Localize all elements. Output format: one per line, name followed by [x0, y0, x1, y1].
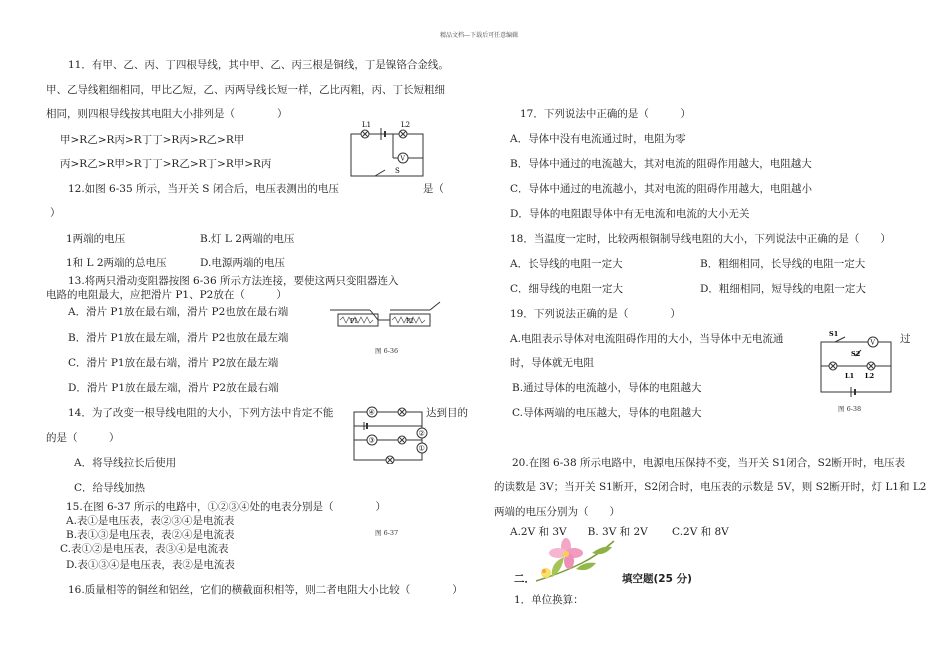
page-header: 精品文档---下载后可任意编辑 [440, 32, 519, 39]
text-line-q14a2: 达到目的 [426, 407, 468, 419]
text-line-q17o1: A．导体中没有电流通过时，电阻为零 [510, 133, 686, 145]
text-line-q15o1: A.表①是电压表，表②③④是电流表 [66, 515, 235, 527]
text-line-q12o4: D.电源两端的电压 [200, 257, 285, 269]
fig636-p1-label: P1 [350, 318, 358, 325]
caption-6-38: 图 6-38 [838, 405, 862, 413]
text-line-q20a: 20.在图 6-38 所示电路中，电源电压保持不变，当开关 S1闭合，S2断开时，电压表 [512, 457, 906, 469]
fig635-s-label: S [395, 167, 400, 175]
text-line-q13o4: D．滑片 P1放在最左端，滑片 P2放在最右端 [68, 382, 279, 394]
text-line-q19o1b: 过 [900, 333, 911, 345]
caption-6-37: 图 6-37 [375, 529, 399, 537]
text-line-q15o3: C.表①②是电压表，表③④是电流表 [60, 543, 229, 555]
text-line-q20c: 两端的电压分别为（ ） [494, 506, 620, 518]
text-line-q14o2: C．给导线加热 [74, 482, 146, 494]
fig638-l1-label: L1 [845, 372, 855, 380]
text-line-q11o2: 丙>R乙>R甲>R丁丁>R乙>R丁>R甲>R丙 [60, 158, 272, 170]
text-line-s1: 1．单位换算： [514, 594, 584, 606]
text-line-q20o: A.2V 和 3V B. 3V 和 2V C.2V 和 8V [510, 526, 729, 538]
text-line-q17o4: D．导体的电阻跟导体中有无电流和电流的大小无关 [510, 208, 750, 220]
text-line-sec2b: 填空题(25 分) [622, 573, 692, 585]
text-line-q18: 18．当温度一定时，比较两根铜制导线电阻的大小，下列说法中正确的是（ ） [510, 233, 891, 245]
text-line-q19o2: B.通过导体的电流越小，导体的电阻越大 [512, 382, 702, 394]
text-line-q13o1: A．滑片 P1放在最右端，滑片 P2也放在最右端 [68, 306, 289, 318]
fig638-v-label: V [870, 339, 875, 347]
fig637-m3: ③ [368, 436, 375, 445]
fig638-s1-label: S1 [829, 330, 839, 338]
text-line-q18o3: C．细导线的电阻一定大 [510, 283, 624, 295]
text-line-q11o1: 甲>R乙>R丙>R丁丁>R丙>R乙>R甲 [60, 134, 245, 146]
fig638-l2-label: L2 [865, 372, 875, 380]
text-line-q11c: 相同，则四根导线按其电阻大小排列是（ ） [46, 108, 288, 120]
text-line-q14o1: A．将导线拉长后使用 [74, 457, 177, 469]
fig636-p2-label: P2 [406, 318, 414, 325]
flower-decoration-icon [532, 533, 618, 585]
fig635-l1-label: L1 [362, 121, 372, 129]
text-line-q17: 17．下列说法中正确的是（ ） [520, 108, 691, 120]
text-line-q15a: 15.在图 6-37 所示的电路中，①②③④处的电表分别是（ ） [66, 501, 386, 513]
text-line-q20b: 的读数是 3V；当开关 S1断开，S2闭合时，电压表的示数是 5V，则 S2断开时，灯 L1和 L2 [494, 481, 927, 493]
fig635-l2-label: L2 [401, 121, 411, 129]
text-line-q18o2: B．粗细相同，长导线的电阻一定大 [700, 258, 866, 270]
text-line-q18o1: A．长导线的电阻一定大 [510, 258, 623, 270]
text-line-q19o3: C.导体两端的电压越大，导体的电阻越大 [512, 407, 702, 419]
text-line-q11b: 甲、乙导线粗细相同，甲比乙短，乙、丙两导线长短一样，乙比丙粗，丙、丁长短粗细 [46, 84, 445, 96]
text-line-q19o1c: 时，导体就无电阻 [510, 357, 594, 369]
text-line-q13a: 13.将两只滑动变阻器按图 6-36 所示方法连接，要使这两只变阻器连入 [68, 275, 399, 287]
text-line-q15o4: D.表①③④是电压表，表②是电流表 [66, 559, 235, 571]
text-line-q13o2: B．滑片 P1放在最左端，滑片 P2也放在最左端 [68, 332, 289, 344]
text-line-q13o3: C．滑片 P1放在最右端，滑片 P2放在最左端 [68, 357, 279, 369]
text-line-q14b: 的是（ ） [46, 432, 120, 444]
fig638-s2-label: S2 [851, 350, 861, 358]
text-line-q18o4: D．粗细相同，短导线的电阻一定大 [700, 283, 866, 295]
fig637-m2: ② [418, 429, 425, 438]
text-line-q12o2: B.灯 L 2两端的电压 [200, 233, 295, 245]
text-line-q13b: 电路的电阻最大，应把滑片 P1、P2放在（ ） [46, 289, 287, 301]
text-line-q12o3: 1和 L 2两端的总电压 [66, 257, 167, 269]
fig635-v-label: V [400, 155, 405, 163]
text-line-q12a: 12.如图 6-35 所示，当开关 S 闭合后，电压表测出的电压 是（ [68, 183, 444, 195]
text-line-q11a: 11．有甲、乙、丙、丁四根导线，其中甲、乙、丙三根是铜线，丁是镍铬合金线。 [68, 59, 449, 71]
figure-6-37 [350, 404, 430, 464]
text-line-sec2a: 二． [514, 573, 535, 585]
text-line-q12b: ） [50, 207, 61, 219]
figure-6-35 [345, 120, 430, 180]
text-line-q16: 16.质量相等的铜丝和铝丝，它们的横截面积相等，则二者电阻大小比较（ ） [68, 584, 463, 596]
text-line-q17o2: B．导体中通过的电流越大，其对电流的阻碍作用越大，电阻越大 [510, 158, 812, 170]
caption-6-36: 图 6-36 [375, 347, 399, 355]
text-line-q17o3: C．导体中通过的电流越小，其对电流的阻碍作用越大，电阻越小 [510, 183, 813, 195]
text-line-q19: 19．下列说法正确的是（ ） [510, 308, 681, 320]
fig637-m4: ④ [368, 408, 375, 417]
text-line-q15o2: B.表①③是电压表，表②④是电流表 [66, 529, 235, 541]
figure-6-36 [330, 298, 445, 340]
text-line-q14a: 14．为了改变一根导线电阻的大小，下列方法中肯定不能 [68, 407, 334, 419]
text-line-q19o1: A.电阻表示导体对电流阻碍作用的大小，当导体中无电流通 [510, 333, 784, 345]
figure-6-38 [815, 328, 897, 398]
fig637-m1: ① [418, 444, 425, 453]
text-line-q12o1: 1两端的电压 [66, 233, 126, 245]
